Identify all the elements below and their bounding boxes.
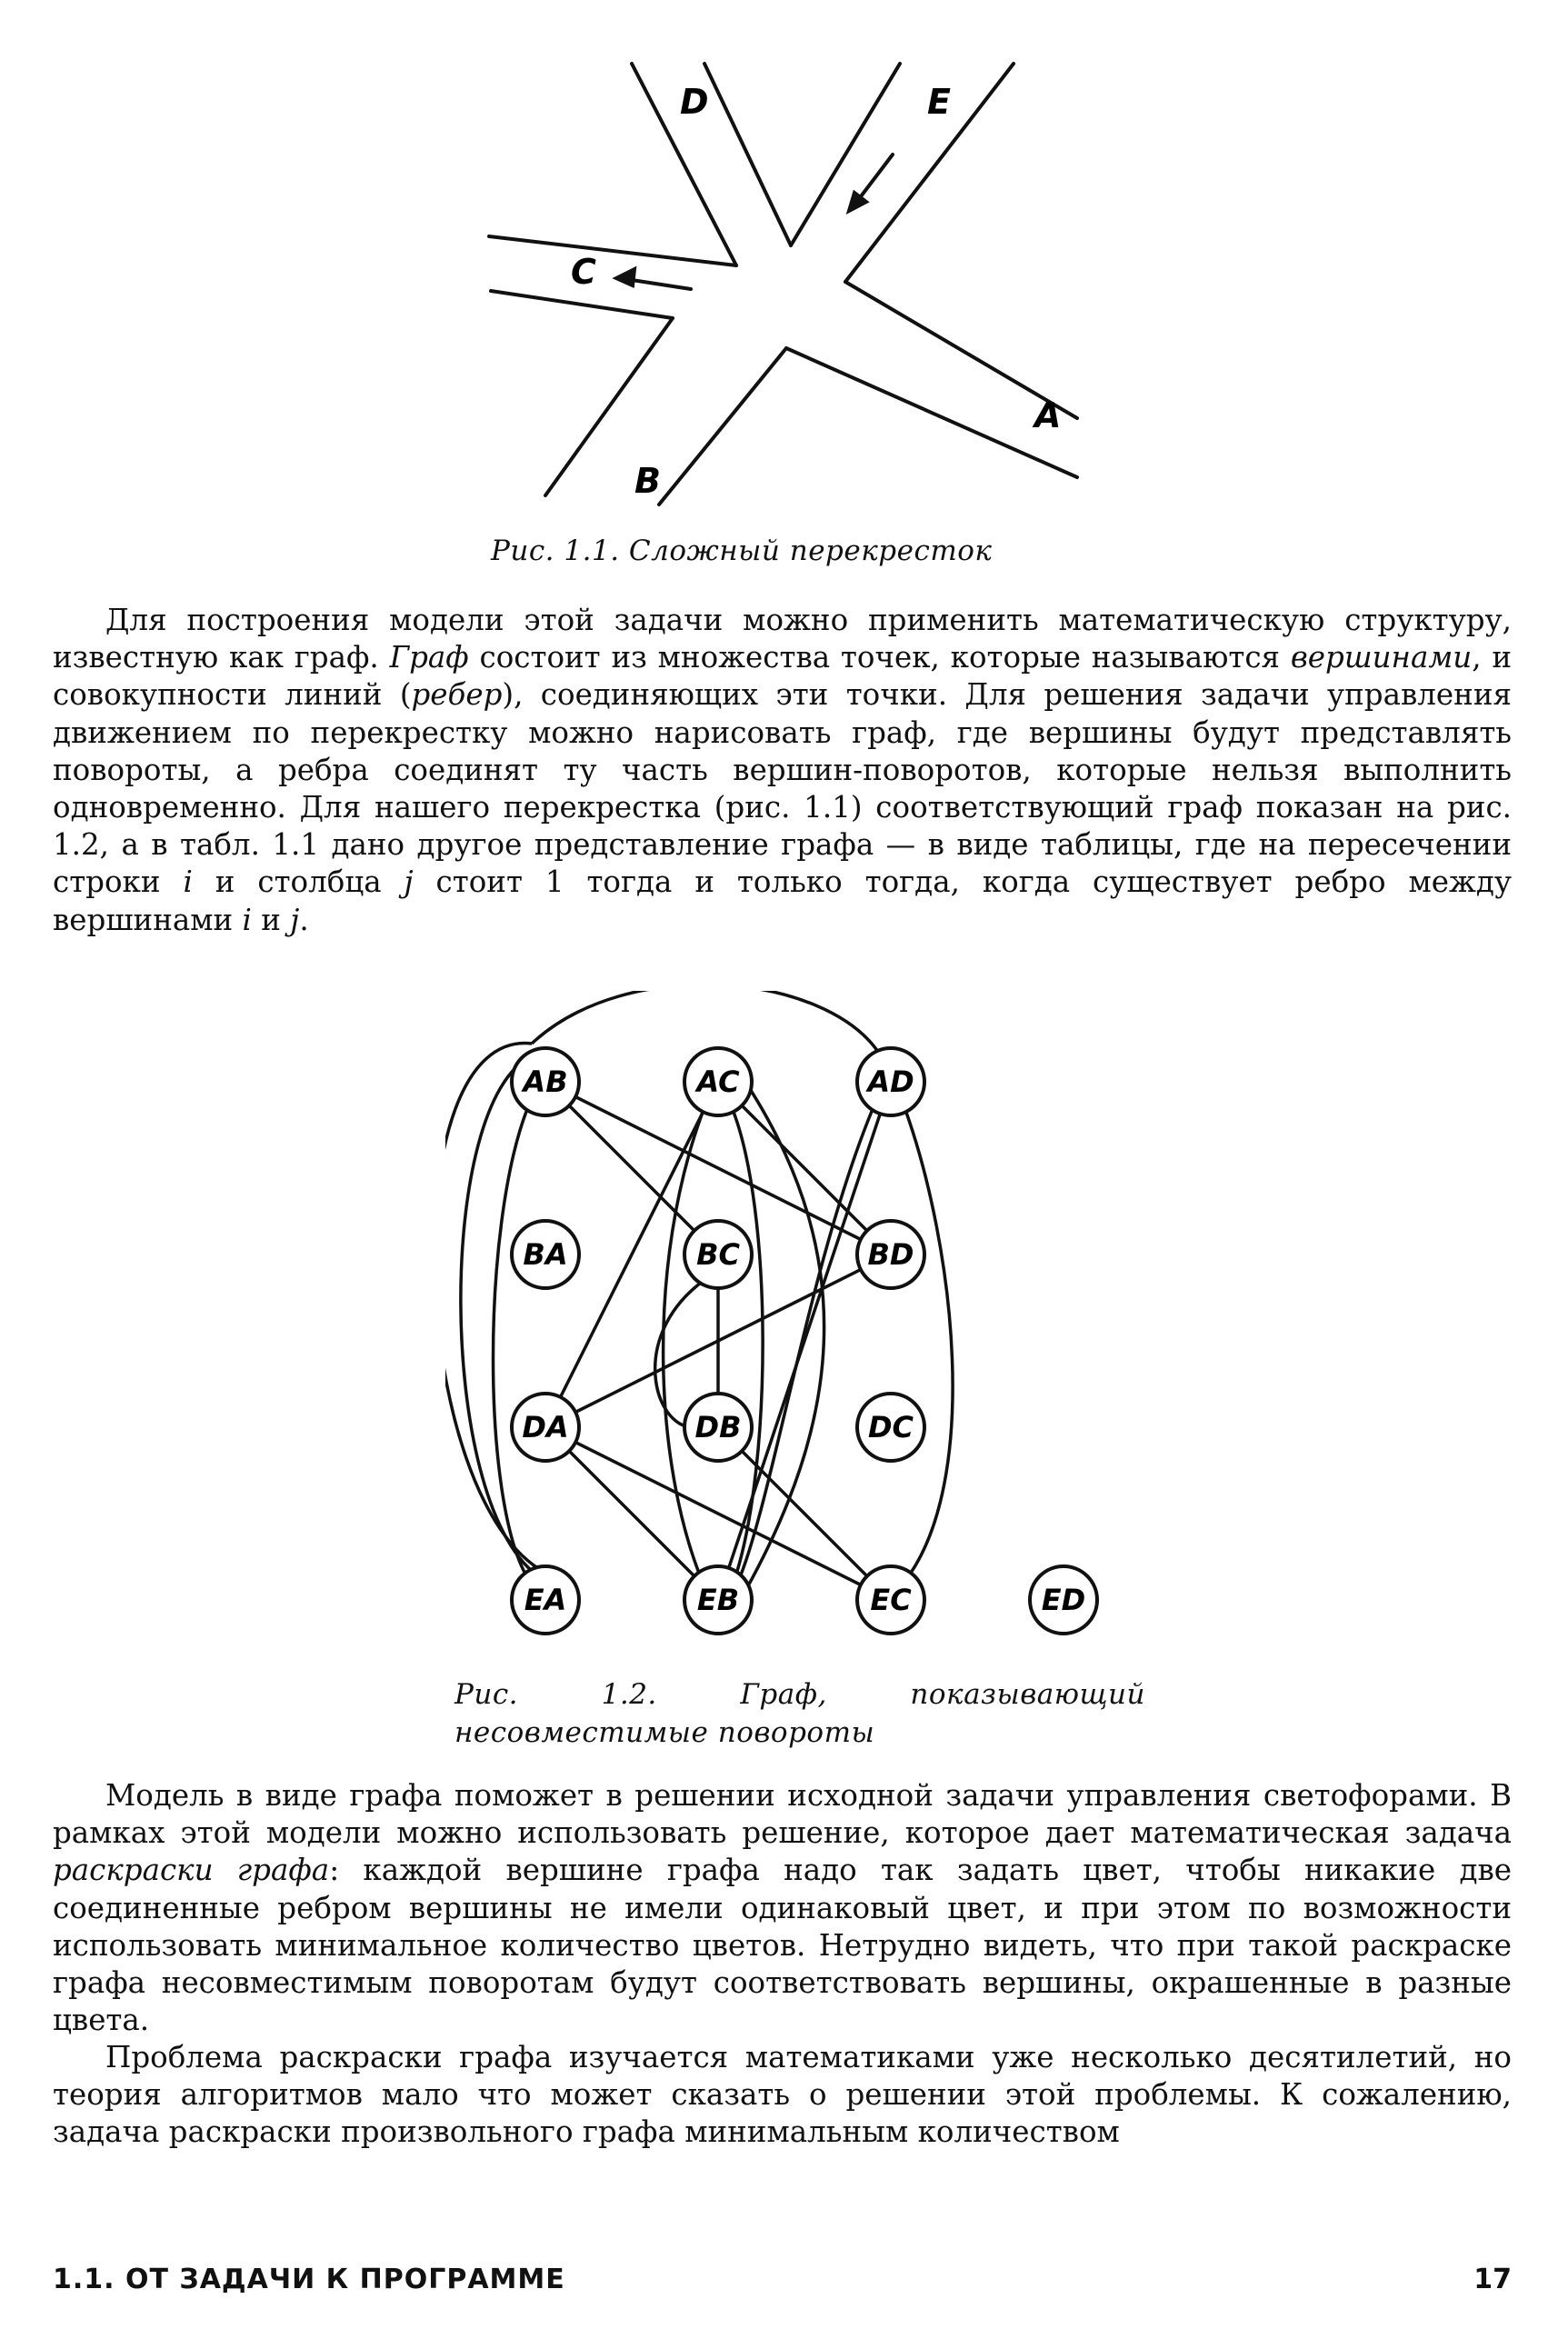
road-d-right-edge [704,64,791,245]
para1-text: ), соединяющих эти точки. Для решения задачи управления движением по перекрестку можно нарисовать граф, где вершины будут представлять повороты, а ребра соединят ту часть вершин-поворотов, которые нельзя выполнить одновременно. Для нашего перекрестка (рис. 1.1) соответствующий граф показан на рис. 1.2, а в табл. 1.1 дано другое представление графа — в виде таблицы, где на пересечении строки [53,677,1512,900]
term-edges: ребер [411,677,503,713]
graph-edge-ac-eb-2 [745,1082,824,1591]
para1-text: и [251,902,291,937]
var-j: j [290,902,300,937]
arrow-to-c-head [616,269,634,285]
para2-text: Модель в виде графа поможет в решении исходной задачи управления светофорами. В рамках этой модели можно использовать решение, которое дает математическая задача [53,1778,1512,1851]
term-vertices: вершинами [1290,640,1473,675]
para1-text: стоит 1 тогда и только тогда, когда существует ребро между вершинами [53,865,1512,937]
para1-text: и столбца [192,865,404,900]
para1-text: состоит из множества точек, которые называются [468,640,1291,675]
graph-node-eb [684,1566,752,1634]
road-label-c: C [571,252,596,292]
graph-node-bd [857,1221,924,1288]
graph-node-ad [857,1048,924,1115]
graph-node-ea [512,1566,579,1634]
road-label-b: B [634,461,661,501]
term-graph: Граф [389,640,469,675]
incompatibility-graph-figure [445,991,1145,1664]
term-graph-coloring: раскраски графа [53,1853,330,1888]
road-c-bottom-edge [491,291,673,318]
road-b-right-edge [659,348,786,505]
graph-edge-ab-bc [545,1082,718,1254]
graph-edge-da-eb [545,1427,718,1600]
graph-node-dc [857,1394,924,1461]
graph-node-ec [857,1566,924,1634]
intersection-figure [473,55,1109,527]
graph-node-label: DA [522,1410,569,1444]
graph-node-label: BD [867,1237,914,1272]
page-number: 17 [1473,2264,1512,2295]
graph-node-ba [512,1221,579,1288]
road-label-a: A [1034,395,1062,435]
road-label-e: E [927,82,951,122]
para1-text: , и совокупности линий ( [53,640,1512,713]
graph-edge-ac-ea [461,1056,536,1574]
graph-node-label: DC [867,1410,914,1444]
graph-node-label: EA [524,1583,567,1617]
graph-node-label: AD [867,1065,914,1099]
graph-node-db [684,1394,752,1461]
graph-node-label: BC [696,1237,740,1272]
paragraph-1 [53,602,1512,939]
graph-node-ac [684,1048,752,1115]
road-a-bottom-edge [786,348,1077,477]
figure-1-caption: Рис. 1.1. Сложный перекресток [491,535,993,567]
paragraph-2 [53,1777,1512,2039]
graph-node-da [512,1394,579,1461]
var-j: j [404,865,414,900]
para2-text: : каждой вершине графа надо так задать цвет, чтобы никакие две соединенные ребром вершины не имели одинаковый цвет, и при этом по возможности использовать минимальное количество цветов. Нетрудно видеть, что при такой раскраске графа несовместимым поворотам будут соответствовать вершины, окрашенные в разные цвета. [53,1853,1512,2038]
graph-node-label: ED [1041,1583,1086,1617]
graph-node-label: DB [694,1410,742,1444]
graph-edge-ad-ec [904,1107,953,1582]
figure-2-caption: Рис. 1.2. Граф, показывающий несовместимые повороты [454,1678,1145,1749]
graph-edge-ac-bd [718,1082,891,1254]
graph-node-ab [512,1048,579,1115]
graph-edge-ad-ea-top [532,991,880,1055]
para1-text: . [299,902,309,937]
graph-node-label: EB [696,1583,740,1617]
road-e-left-edge [791,64,900,245]
graph-node-bc [684,1221,752,1288]
running-footer-section: 1.1. ОТ ЗАДАЧИ К ПРОГРАММЕ [53,2264,565,2295]
graph-node-ed [1030,1566,1097,1634]
graph-edge-ad-eb [718,1082,891,1600]
graph-node-label: EC [870,1583,912,1617]
para3-text: Проблема раскраски графа изучается математиками уже несколько десятилетий, но теория алгоритмов мало что может сказать о решении этой проблемы. К сожалению, задача раскраски произвольного графа минимальным количеством [53,2040,1512,2150]
graph-edge-ab-ea [494,1109,528,1577]
graph-node-label: BA [523,1237,568,1272]
road-label-d: D [680,82,709,122]
graph-node-label: AB [523,1065,568,1099]
var-i: i [242,902,252,937]
paragraph-3 [53,2039,1512,2152]
para1-text: Для построения модели этой задачи можно применить математическую структуру, известную как граф. [53,603,1512,675]
var-i: i [183,865,193,900]
road-c-top-edge [489,236,736,265]
graph-node-label: AC [696,1065,740,1099]
graph-edge-ad-eb-curve [738,1109,873,1582]
